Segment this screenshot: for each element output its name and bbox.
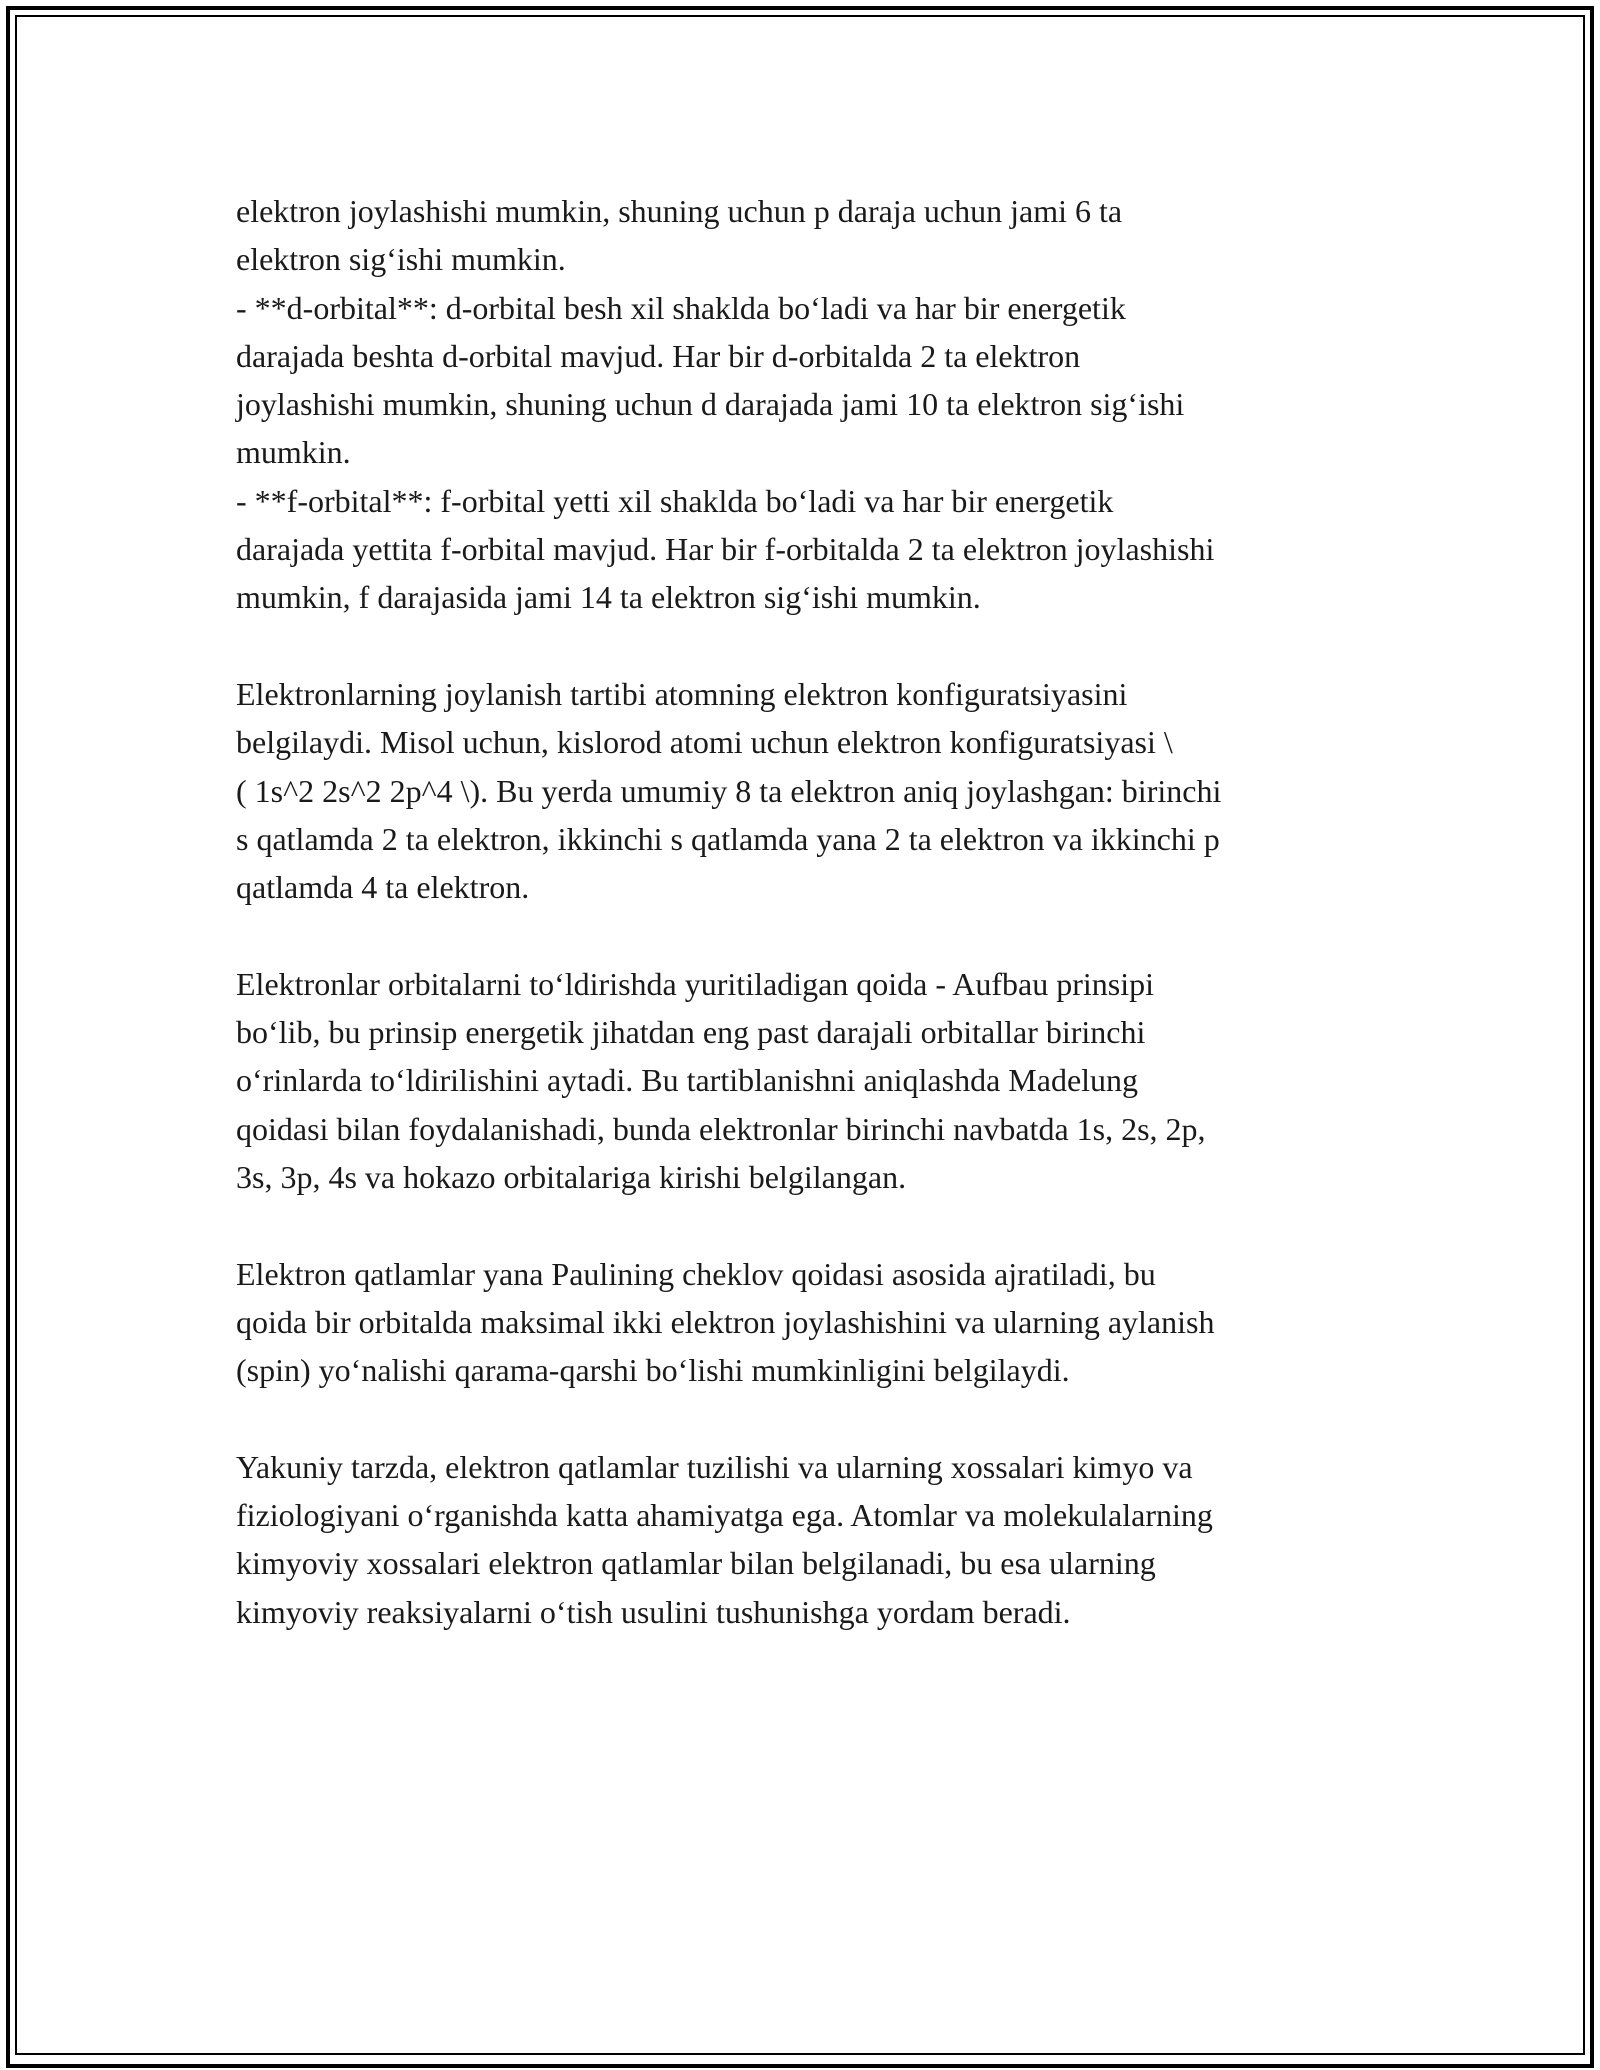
text-line: qoida bir orbitalda maksimal ikki elektron joylashishini va ularning aylanish <box>236 1303 1215 1340</box>
text-line: Yakuniy tarzda, elektron qatlamlar tuzilishi va ularning xossalari kimyo va <box>236 1448 1193 1485</box>
text-line: mumkin. <box>236 434 351 471</box>
text-line: s qatlamda 2 ta elektron, ikkinchi s qatlamda yana 2 ta elektron va ikkinchi p <box>236 820 1220 857</box>
text-line: qatlamda 4 ta elektron. <box>236 869 530 906</box>
text-line: kimyoviy xossalari elektron qatlamlar bilan belgilanadi, bu esa ularning <box>236 1545 1156 1582</box>
document-body <box>236 187 1376 1636</box>
text-line: Elektronlarning joylanish tartibi atomning elektron konfiguratsiyasini <box>236 675 1128 712</box>
text-line: elektron sig‘ishi mumkin. <box>236 241 566 278</box>
paragraph-gap <box>236 911 1376 959</box>
text-line: 3s, 3p, 4s va hokazo orbitalariga kirishi belgilangan. <box>236 1158 907 1195</box>
paragraph-gap <box>236 1201 1376 1249</box>
text-line: elektron joylashishi mumkin, shuning uchun p daraja uchun jami 6 ta <box>236 193 1123 229</box>
text-line: Elektronlar orbitalarni to‘ldirishda yuritiladigan qoida - Aufbau prinsipi <box>236 965 1154 1002</box>
text-line: kimyoviy reaksiyalarni o‘tish usulini tushunishga yordam beradi. <box>236 1593 1071 1630</box>
text-line: mumkin, f darajasida jami 14 ta elektron sig‘ishi mumkin. <box>236 579 981 616</box>
text-line: fiziologiyani o‘rganishda katta ahamiyatga ega. Atomlar va molekulalarning <box>236 1497 1213 1534</box>
text-line: qoidasi bilan foydalanishadi, bunda elektronlar birinchi navbatda 1s, 2s, 2p, <box>236 1110 1206 1147</box>
text-line: darajada yettita f-orbital mavjud. Har bir f-orbitalda 2 ta elektron joylashishi <box>236 531 1215 568</box>
text-line: o‘rinlarda to‘ldirilishini aytadi. Bu tartiblanishni aniqlashda Madelung <box>236 1062 1139 1099</box>
text-line: bo‘lib, bu prinsip energetik jihatdan eng past darajali orbitallar birinchi <box>236 1014 1146 1051</box>
text-line: - **d-orbital**: d-orbital besh xil shaklda bo‘ladi va har bir energetik <box>236 289 1126 326</box>
text-line: joylashishi mumkin, shuning uchun d darajada jami 10 ta elektron sig‘ishi <box>236 386 1185 423</box>
text-line: belgilaydi. Misol uchun, kislorod atomi uchun elektron konfiguratsiyasi \ <box>236 724 1173 761</box>
text-line: - **f-orbital**: f-orbital yetti xil shaklda bo‘ladi va har bir energetik <box>236 482 1114 519</box>
text-line: darajada beshta d-orbital mavjud. Har bir d-orbitalda 2 ta elektron <box>236 337 1081 374</box>
text-line: (spin) yo‘nalishi qarama-qarshi bo‘lishi mumkinligini belgilaydi. <box>236 1352 1070 1389</box>
paragraph-gap <box>236 1394 1376 1442</box>
text-line: Elektron qatlamlar yana Paulining cheklov qoidasi asosida ajratiladi, bu <box>236 1255 1156 1292</box>
paragraph-gap <box>236 622 1376 670</box>
text-line: ( 1s^2 2s^2 2p^4 \). Bu yerda umumiy 8 ta elektron aniq joylashgan: birinchi <box>236 772 1222 809</box>
